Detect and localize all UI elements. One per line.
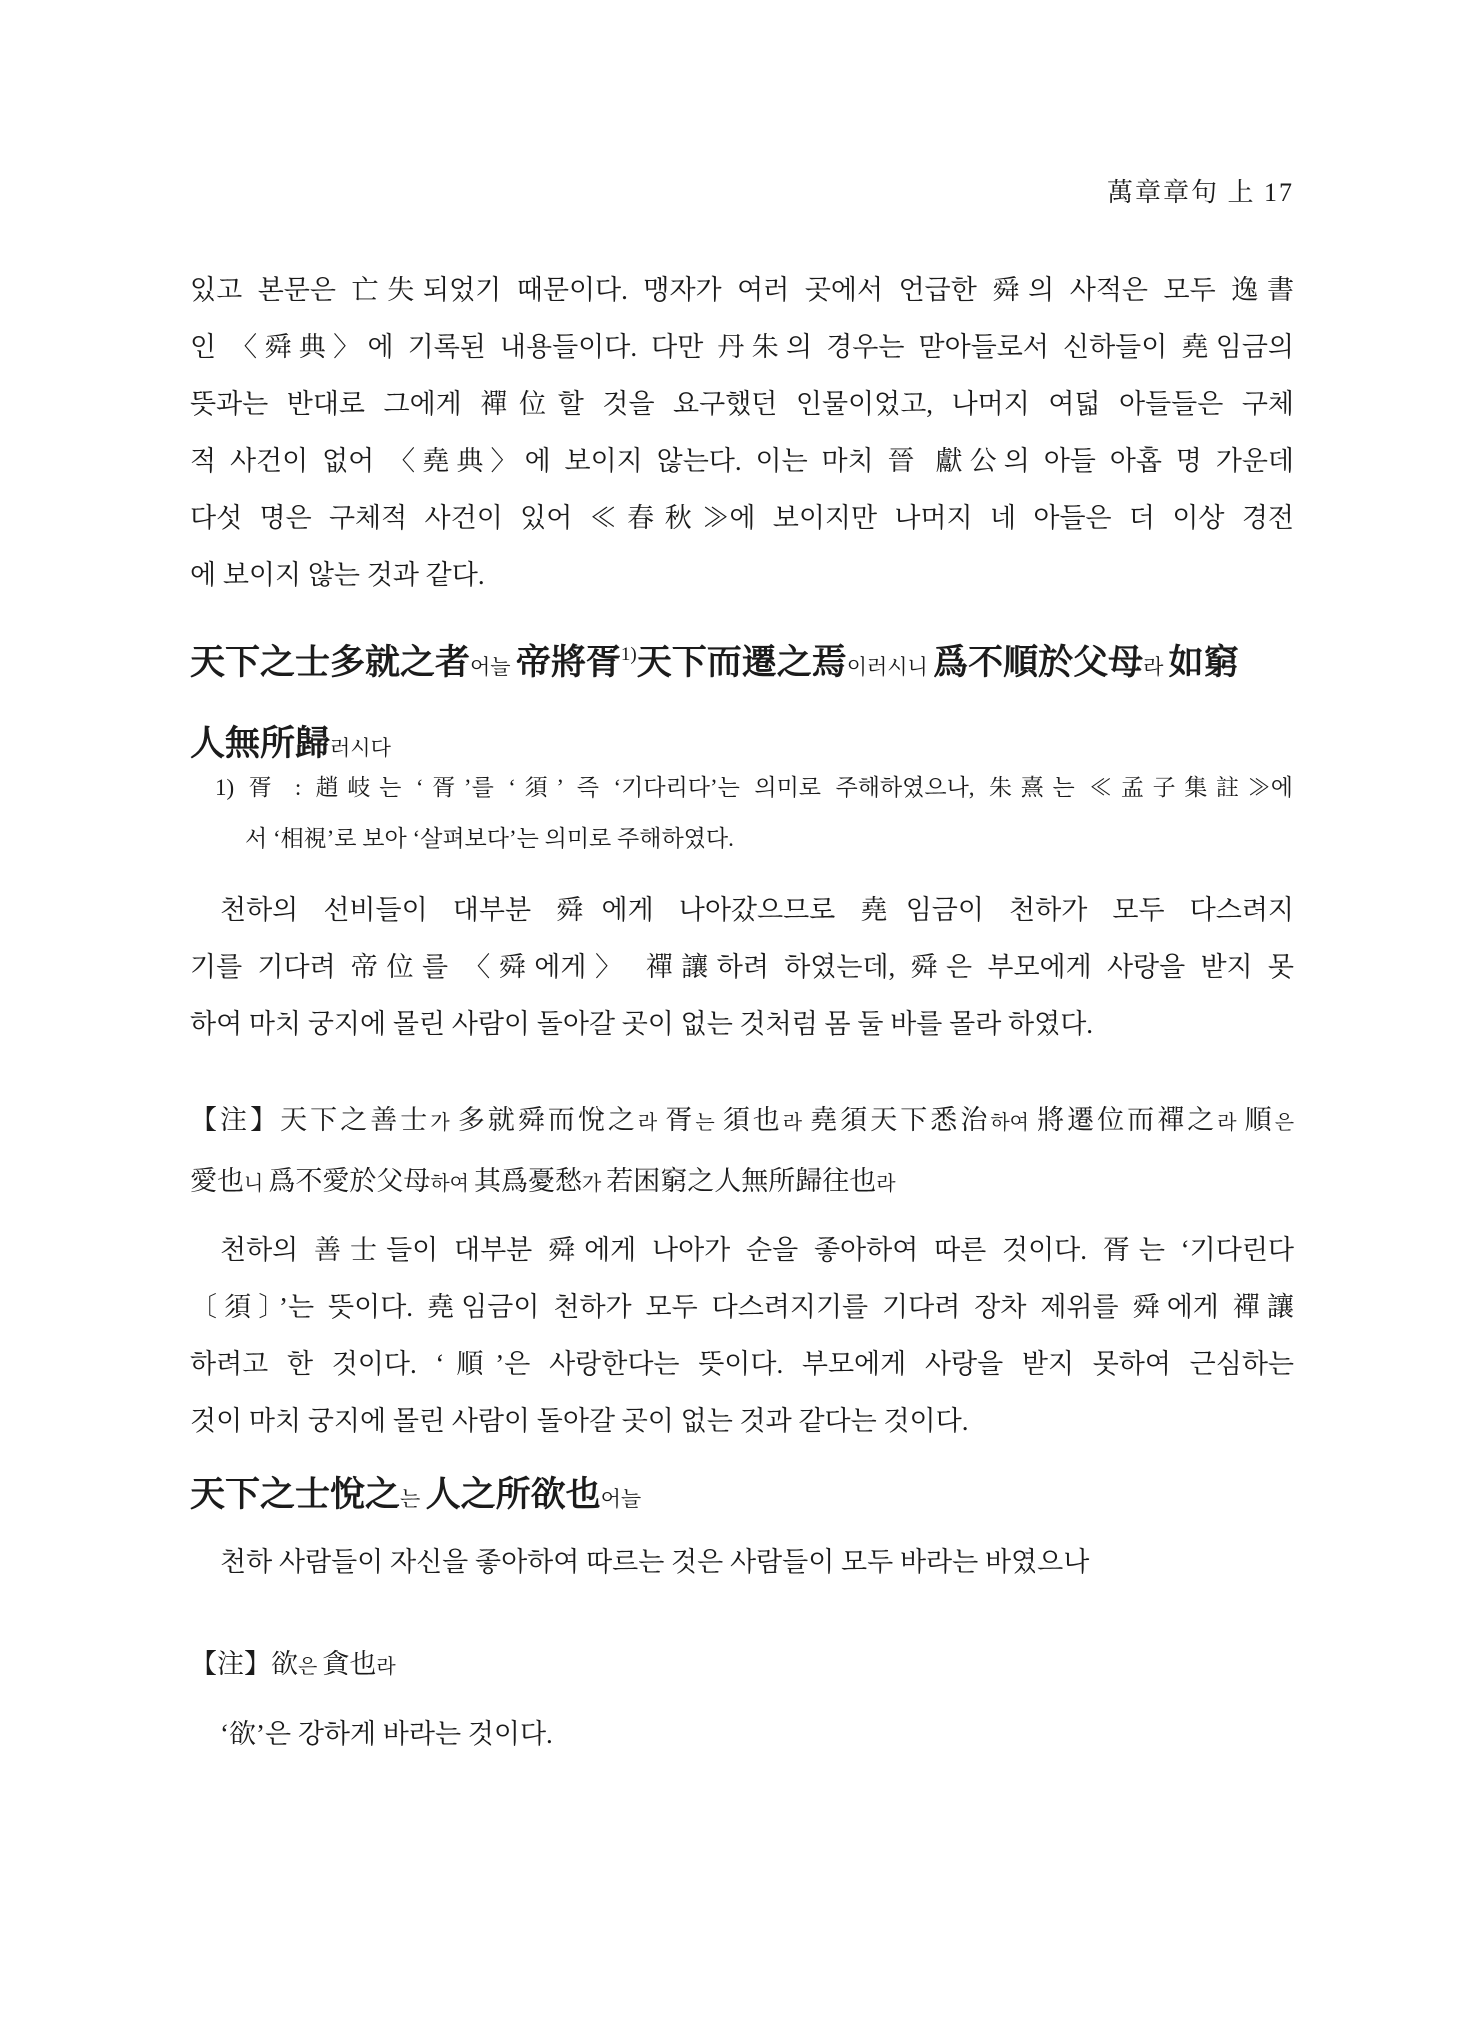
zhu-line: 【注】天下之善士가 多就舜而悅之라 胥는 須也라 堯須天下悉治하여 將遷位而禪之라 順은 xyxy=(190,1105,1295,1135)
translation-line: ‘欲’은 강하게 바라는 것이다. xyxy=(220,1719,553,1749)
translation-2 xyxy=(190,1534,1294,1591)
intro-paragraph xyxy=(190,262,1294,604)
intro-line: 다섯 명은 구체적 사건이 있어 ≪春秋≫에 보이지만 나머지 네 아들은 더 이상 경전 xyxy=(190,503,1294,533)
translation-line: 하여 마치 궁지에 몰린 사람이 돌아갈 곳이 없는 것처럼 몸 둘 바를 몰라 하였다. xyxy=(190,1009,1094,1039)
translation-line: 천하 사람들이 자신을 좋아하여 따르는 것은 사람들이 모두 바라는 바였으나 xyxy=(220,1547,1090,1577)
intro-line: 에 보이지 않는 것과 같다. xyxy=(190,560,485,590)
translation-line: 기를 기다려 帝位를 〈舜에게〉 禪讓하려 하였는데, 舜은 부모에게 사랑을 받지 못 xyxy=(190,952,1294,982)
translation-line: 하려고 한 것이다. ‘順’은 사랑한다는 뜻이다. 부모에게 사랑을 받지 못하여 근심하는 xyxy=(190,1349,1294,1379)
translation-line: 천하의 善士들이 대부분 舜에게 나아가 순을 좋아하여 따른 것이다. 胥는 ‘기다린다 xyxy=(220,1235,1294,1265)
intro-line: 있고 본문은 亡失되었기 때문이다. 맹자가 여러 곳에서 언급한 舜의 사적은 모두 逸書 xyxy=(190,275,1294,305)
zhu-line: 愛也니 爲不愛於父母하여 其爲憂愁가 若困窮之人無所歸往也라 xyxy=(190,1166,896,1196)
heading-line: 天下之士多就之者어늘 帝將胥1)天下而遷之焉이러시니 爲不順於父母라 如窮 xyxy=(190,643,1239,682)
footnote-line: 서 ‘相視’로 보아 ‘살펴보다’는 의미로 주해하였다. xyxy=(245,826,734,851)
zhu-translation-1 xyxy=(190,1222,1294,1450)
page-header: 萬章章句 上 17 xyxy=(1106,178,1294,207)
passage-heading-2 xyxy=(190,1458,1294,1539)
footnote xyxy=(215,762,1293,864)
translation-1 xyxy=(190,882,1294,1053)
intro-line: 인 〈舜典〉에 기록된 내용들이다. 다만 丹朱의 경우는 맏아들로서 신하들이 堯임금의 xyxy=(190,332,1294,362)
footnote-line: 1) 胥 : 趙岐는 ‘胥’를 ‘須’ 즉 ‘기다리다’는 의미로 주해하였으나, 朱熹는 ≪孟子集註≫에 xyxy=(215,775,1293,800)
zhu-annotation-2 xyxy=(190,1636,1294,1697)
zhu-translation-2 xyxy=(190,1706,1294,1763)
zhu-annotation-1 xyxy=(190,1092,1294,1214)
intro-line: 뜻과는 반대로 그에게 禪位할 것을 요구했던 인물이었고, 나머지 여덟 아들들은 구체 xyxy=(190,389,1294,419)
zhu-line: 【注】欲은 貪也라 xyxy=(190,1649,396,1679)
translation-line: 〔須〕’는 뜻이다. 堯임금이 천하가 모두 다스려지기를 기다려 장차 제위를 舜에게 禪讓 xyxy=(190,1292,1294,1322)
heading-line: 人無所歸러시다 xyxy=(190,724,391,763)
intro-line: 적 사건이 없어 〈堯典〉에 보이지 않는다. 이는 마치 晉 獻公의 아들 아홉 명 가운데 xyxy=(190,446,1294,476)
translation-line: 것이 마치 궁지에 몰린 사람이 돌아갈 곳이 없는 것과 같다는 것이다. xyxy=(190,1406,969,1436)
translation-line: 천하의 선비들이 대부분 舜에게 나아갔으므로 堯임금이 천하가 모두 다스려지 xyxy=(220,895,1294,925)
heading-line: 天下之士悅之는 人之所欲也어늘 xyxy=(190,1475,642,1514)
